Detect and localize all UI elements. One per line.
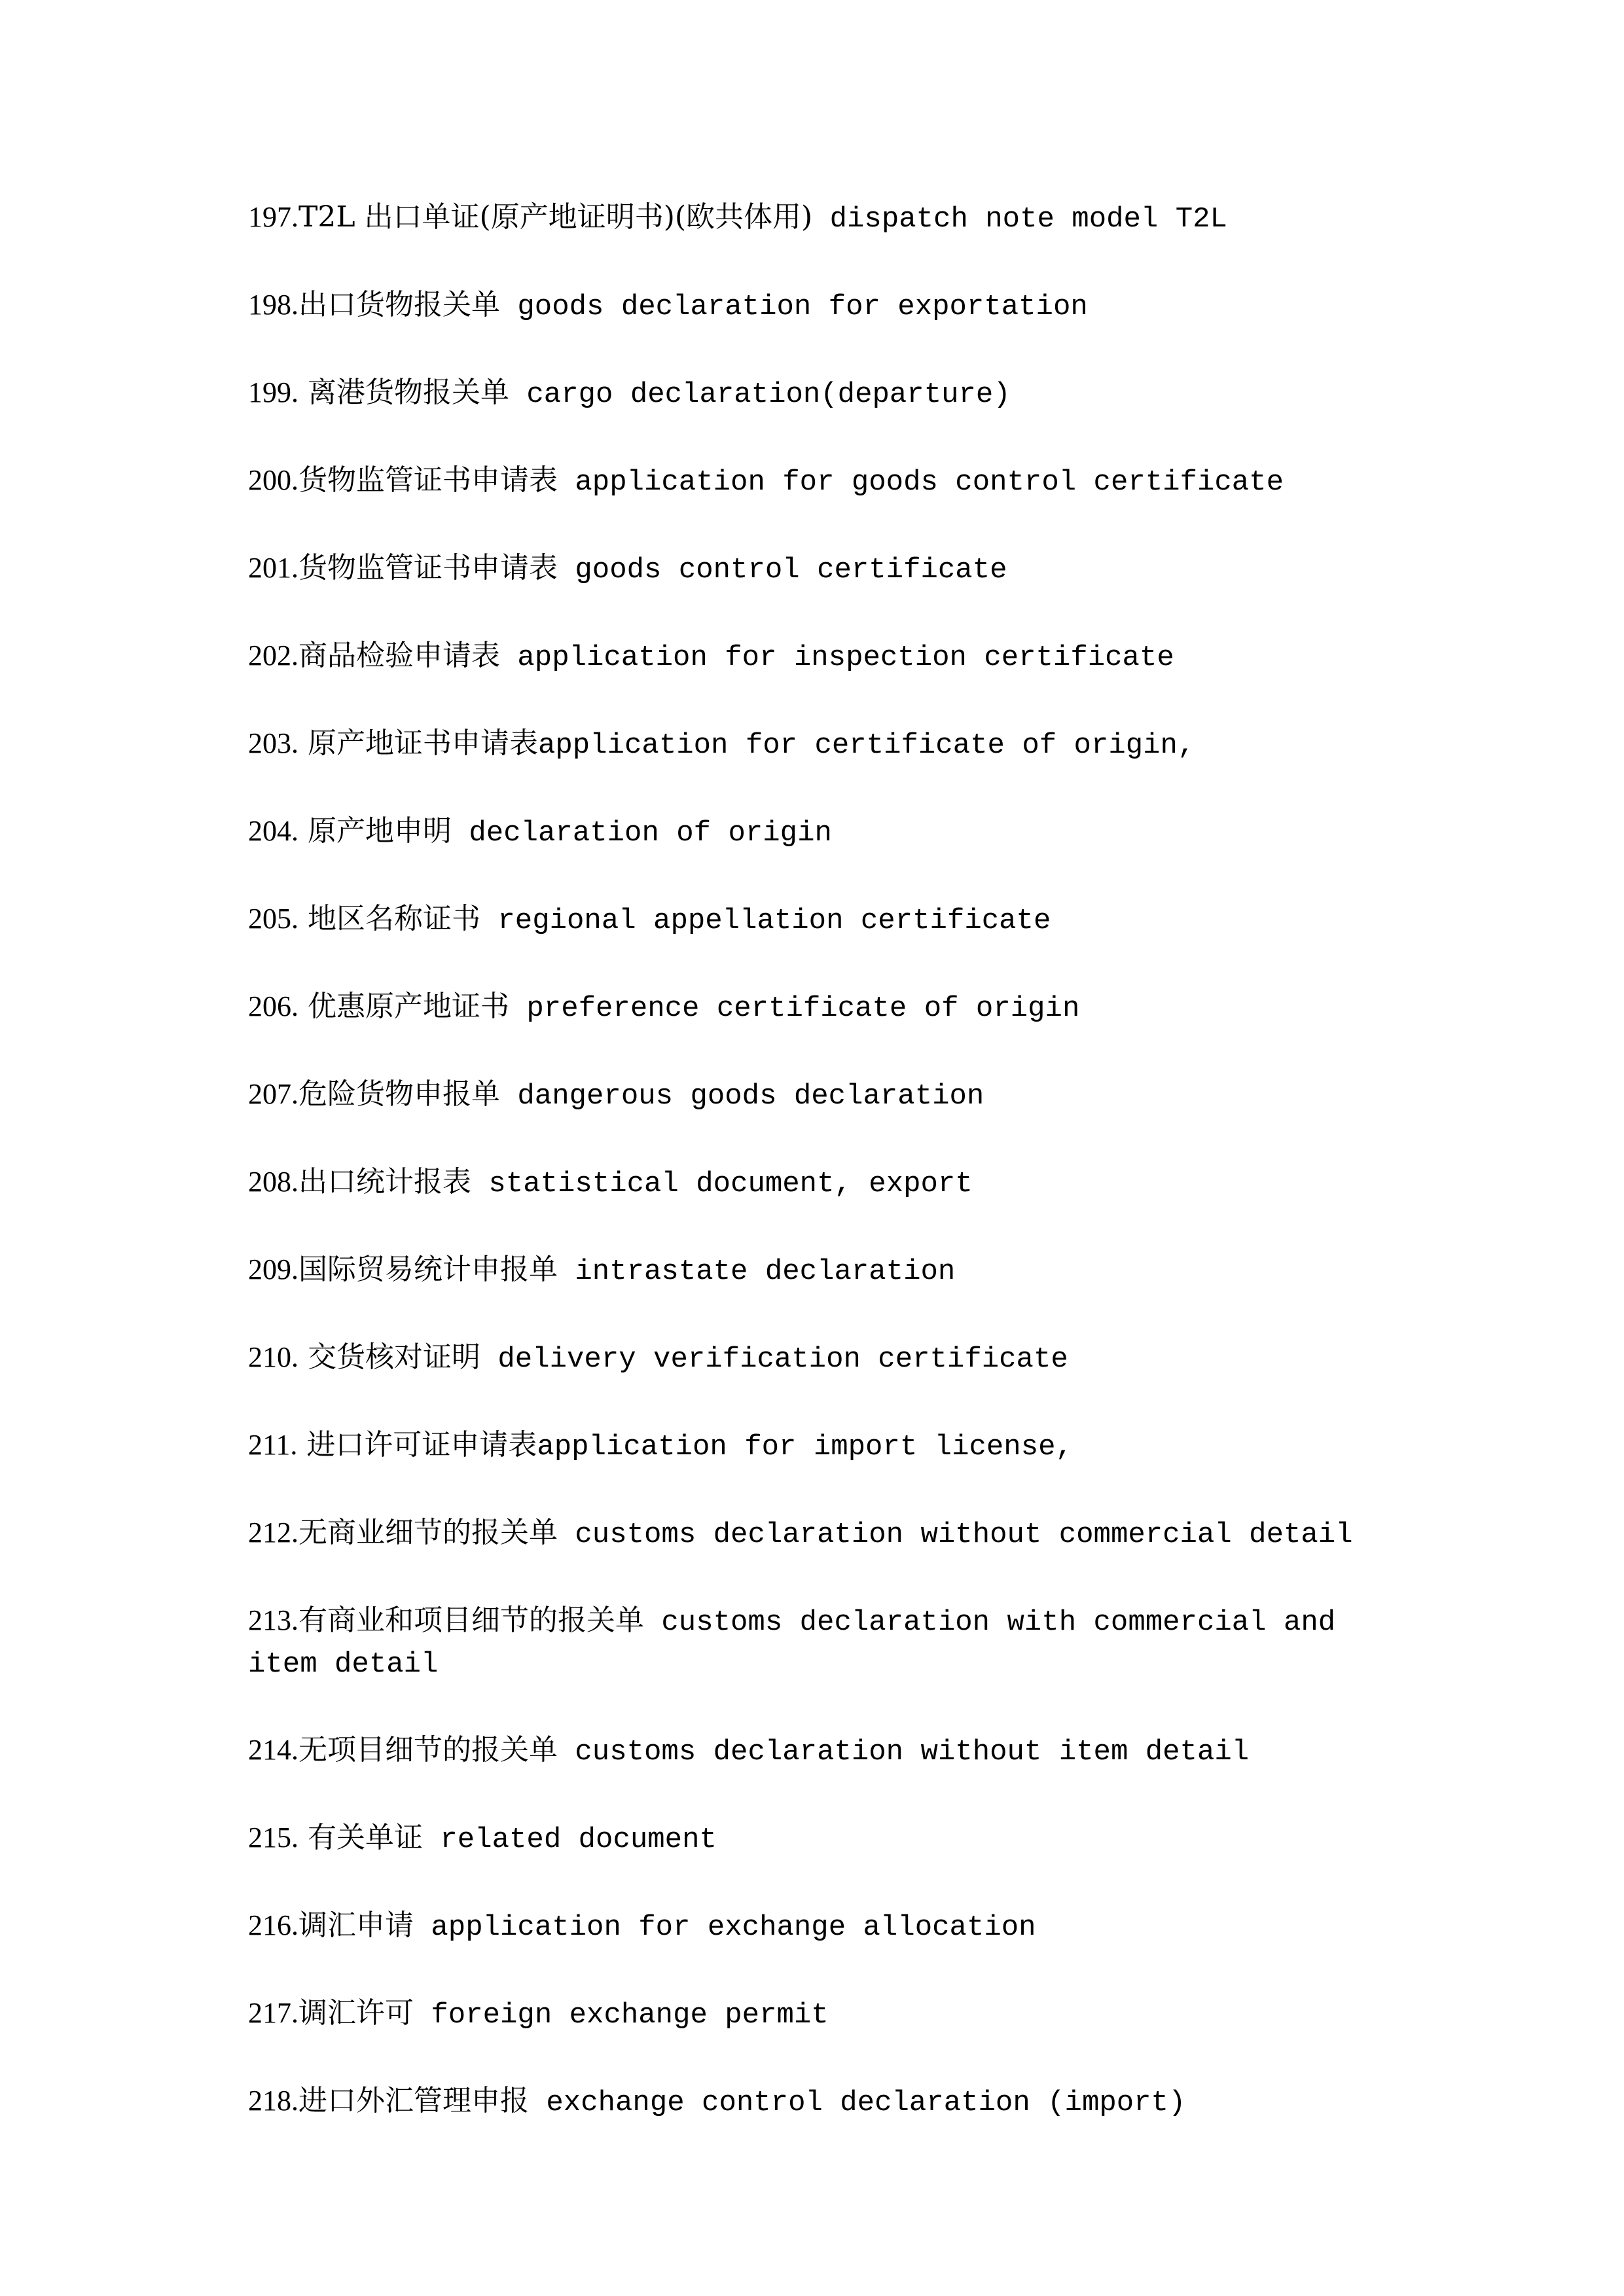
entry-english-term: related document (423, 1823, 717, 1856)
entry-english-term: goods declaration for exportation (500, 291, 1088, 323)
entry-chinese-term: 出口统计报表 (298, 1165, 471, 1198)
glossary-entry-212 (248, 1512, 1400, 1556)
entry-english-term: declaration of origin (452, 817, 832, 850)
entry-english-term: application for inspection certificate (500, 641, 1174, 674)
entry-number: 206. (248, 990, 298, 1022)
entry-number: 204. (248, 815, 298, 847)
entry-english-term: customs declaration without item detail (558, 1736, 1250, 1768)
glossary-entry-215 (248, 1817, 1400, 1861)
entry-number: 214. (248, 1734, 298, 1766)
glossary-entry-211 (248, 1424, 1400, 1468)
glossary-entry-200 (248, 459, 1400, 503)
entry-chinese-term: 商品检验申请表 (298, 639, 500, 672)
glossary-entry-list (248, 196, 1400, 2168)
entry-number: 215. (248, 1821, 298, 1854)
entry-chinese-term: 国际贸易统计申报单 (298, 1253, 558, 1286)
entry-english-term: foreign exchange permit (414, 1999, 829, 2032)
entry-english-term: customs declaration without commercial detail (558, 1518, 1353, 1551)
glossary-entry-204 (248, 810, 1400, 854)
entry-chinese-term: 无项目细节的报关单 (298, 1733, 558, 1767)
glossary-entry-201 (248, 547, 1400, 591)
entry-number: 200. (248, 464, 298, 496)
entry-english-term: dispatch note model T2L (812, 203, 1227, 236)
entry-number: 216. (248, 1909, 298, 1941)
glossary-entry-216 (248, 1905, 1400, 1948)
glossary-entry-214 (248, 1729, 1400, 1773)
glossary-entry-213 (248, 1600, 1400, 1685)
entry-chinese-term: 有商业和项目细节的报关单 (298, 1604, 644, 1637)
glossary-entry-197 (248, 196, 1400, 240)
entry-number: 218. (248, 2085, 298, 2117)
entry-english-term: goods control certificate (558, 554, 1007, 586)
entry-chinese-term: 出口货物报关单 (298, 288, 500, 321)
entry-english-term: application for exchange allocation (414, 1911, 1036, 1944)
entry-chinese-term: 原产地证书申请表 (298, 726, 538, 760)
entry-chinese-term: 离港货物报关单 (298, 376, 509, 409)
glossary-entry-208 (248, 1161, 1400, 1205)
glossary-entry-198 (248, 284, 1400, 328)
entry-chinese-term: 交货核对证明 (298, 1340, 480, 1374)
entry-chinese-term: 优惠原产地证书 (298, 990, 509, 1023)
entry-english-term: application for goods control certificate (558, 466, 1284, 499)
entry-number: 201. (248, 552, 298, 584)
entry-chinese-term: 地区名称证书 (298, 902, 480, 935)
entry-english-term: statistical document, export (471, 1168, 973, 1200)
entry-english-term: cargo declaration(departure) (509, 378, 1011, 411)
glossary-entry-210 (248, 1336, 1400, 1380)
entry-english-term: intrastate declaration (558, 1255, 956, 1288)
entry-english-term: application for certificate of origin, (538, 729, 1195, 762)
entry-chinese-term: T2L 出口单证(原产地证明书)(欧共体用) (298, 200, 813, 234)
entry-chinese-term: 货物监管证书申请表 (298, 463, 558, 497)
entry-number: 197. (248, 201, 298, 233)
entry-chinese-term: 调汇许可 (298, 1996, 414, 2030)
glossary-entry-207 (248, 1073, 1400, 1117)
entry-number: 205. (248, 903, 298, 935)
entry-chinese-term: 有关单证 (298, 1821, 423, 1854)
entry-number: 198. (248, 289, 298, 321)
glossary-entry-217 (248, 1992, 1400, 2036)
entry-chinese-term: 原产地申明 (298, 814, 452, 848)
entry-number: 209. (248, 1253, 298, 1285)
glossary-entry-203 (248, 723, 1400, 766)
entry-number: 211. (248, 1429, 298, 1461)
entry-chinese-term: 进口外汇管理申报 (298, 2084, 529, 2117)
entry-english-term: customs declaration with commercial and item detail (248, 1606, 1353, 1681)
entry-chinese-term: 调汇申请 (298, 1909, 414, 1942)
entry-english-term: delivery verification certificate (480, 1343, 1068, 1376)
entry-english-term: application for import license, (537, 1431, 1073, 1463)
entry-number: 212. (248, 1516, 298, 1549)
entry-number: 208. (248, 1166, 298, 1198)
entry-english-term: preference certificate of origin (509, 992, 1080, 1025)
entry-number: 207. (248, 1078, 298, 1110)
entry-chinese-term: 货物监管证书申请表 (298, 551, 558, 584)
entry-english-term: regional appellation certificate (480, 905, 1051, 937)
entry-number: 202. (248, 639, 298, 672)
glossary-entry-202 (248, 635, 1400, 679)
entry-chinese-term: 进口许可证申请表 (297, 1428, 537, 1462)
entry-number: 210. (248, 1341, 298, 1373)
entry-chinese-term: 无商业细节的报关单 (298, 1516, 558, 1549)
entry-english-term: dangerous goods declaration (500, 1080, 984, 1113)
entry-number: 199. (248, 376, 298, 408)
glossary-entry-199 (248, 372, 1400, 416)
entry-chinese-term: 危险货物申报单 (298, 1077, 500, 1111)
entry-number: 217. (248, 1997, 298, 2029)
glossary-entry-218 (248, 2080, 1400, 2124)
glossary-entry-209 (248, 1249, 1400, 1293)
glossary-entry-205 (248, 898, 1400, 942)
entry-english-term: exchange control declaration (import) (529, 2087, 1186, 2119)
entry-number: 203. (248, 727, 298, 759)
entry-number: 213. (248, 1604, 298, 1636)
glossary-entry-206 (248, 986, 1400, 1030)
